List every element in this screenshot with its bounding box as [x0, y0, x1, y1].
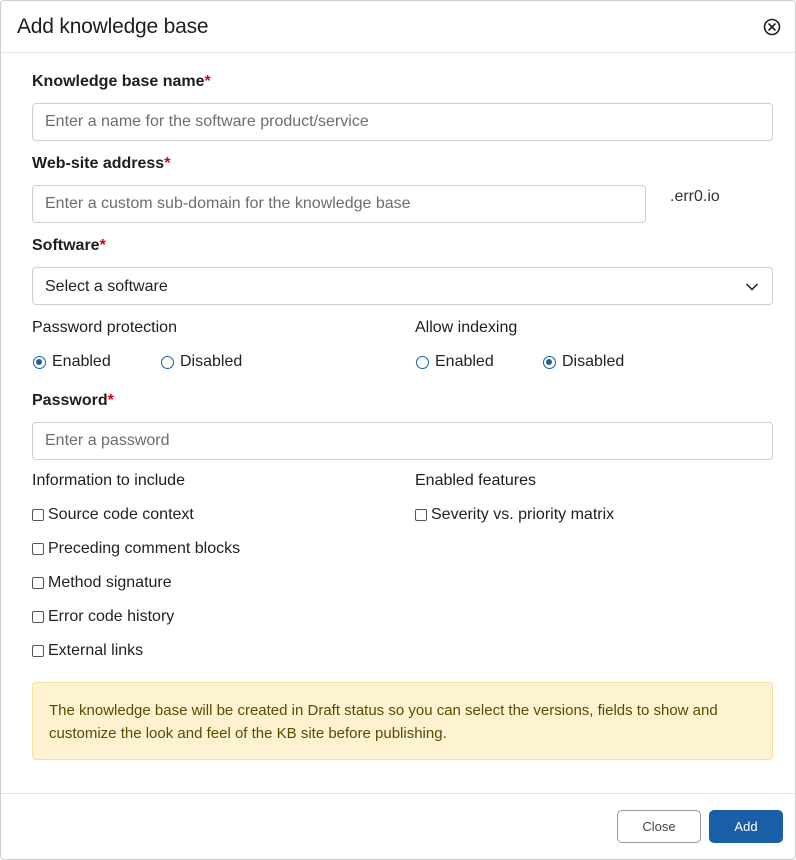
website-label-text: Web-site address: [32, 155, 165, 172]
dialog-title: Add knowledge base: [17, 15, 209, 38]
chevron-down-icon: [745, 280, 759, 294]
checkbox-label: External links: [48, 642, 144, 659]
checkbox-icon[interactable]: [32, 543, 44, 555]
allow-indexing-label: Allow indexing: [415, 319, 518, 336]
radio-label: Disabled: [180, 353, 243, 370]
checkbox-label: Error code history: [48, 608, 175, 625]
password-protection-label: Password protection: [32, 319, 177, 336]
radio-selected-icon[interactable]: [543, 356, 556, 369]
software-label: [32, 237, 106, 255]
radio-unselected-icon[interactable]: [161, 356, 174, 369]
website-input[interactable]: [32, 185, 646, 223]
allow-indexing-disabled[interactable]: [543, 353, 624, 371]
radio-unselected-icon[interactable]: [416, 356, 429, 369]
required-mark: *: [107, 392, 114, 409]
checkbox-icon[interactable]: [415, 509, 427, 521]
radio-label: Disabled: [562, 353, 625, 370]
enabled-features-label: Enabled features: [415, 472, 536, 489]
close-button[interactable]: Close: [617, 810, 701, 843]
information-to-include-label: Information to include: [32, 472, 185, 489]
kb-name-label-text: Knowledge base name: [32, 73, 205, 90]
checkbox-external-links[interactable]: [32, 642, 143, 660]
required-mark: *: [99, 237, 106, 254]
password-label-text: Password: [32, 392, 108, 409]
kb-name-label: [32, 73, 211, 91]
required-mark: *: [164, 155, 171, 172]
radio-selected-icon[interactable]: [33, 356, 46, 369]
allow-indexing-enabled[interactable]: [416, 353, 494, 371]
radio-label: Enabled: [435, 353, 494, 370]
checkbox-icon[interactable]: [32, 645, 44, 657]
password-label: [32, 392, 114, 410]
checkbox-error-code-history[interactable]: [32, 608, 174, 626]
checkbox-icon[interactable]: [32, 611, 44, 623]
checkbox-label: Method signature: [48, 574, 172, 591]
dialog-header: [1, 1, 795, 53]
draft-status-notice: The knowledge base will be created in Draft status so you can select the versions, fields to show and customize the look and feel of the KB site before publishing.: [32, 682, 773, 760]
checkbox-icon[interactable]: [32, 509, 44, 521]
password-protection-enabled[interactable]: [33, 353, 111, 371]
website-label: [32, 155, 170, 173]
checkbox-label: Source code context: [48, 506, 194, 523]
kb-name-input[interactable]: [32, 103, 773, 141]
software-label-text: Software: [32, 237, 100, 254]
domain-suffix: .err0.io: [670, 188, 720, 205]
password-input[interactable]: [32, 422, 773, 460]
software-select[interactable]: [32, 267, 773, 305]
checkbox-source-code-context[interactable]: [32, 506, 194, 524]
password-protection-disabled[interactable]: [161, 353, 242, 371]
close-icon[interactable]: [763, 18, 781, 36]
checkbox-label: Severity vs. priority matrix: [431, 506, 615, 523]
checkbox-preceding-comment-blocks[interactable]: [32, 540, 240, 558]
software-select-value: Select a software: [45, 278, 168, 295]
checkbox-severity-priority-matrix[interactable]: [415, 506, 614, 524]
add-button[interactable]: Add: [709, 810, 783, 843]
required-mark: *: [204, 73, 211, 90]
checkbox-method-signature[interactable]: [32, 574, 172, 592]
checkbox-icon[interactable]: [32, 577, 44, 589]
radio-label: Enabled: [52, 353, 111, 370]
checkbox-label: Preceding comment blocks: [48, 540, 241, 557]
